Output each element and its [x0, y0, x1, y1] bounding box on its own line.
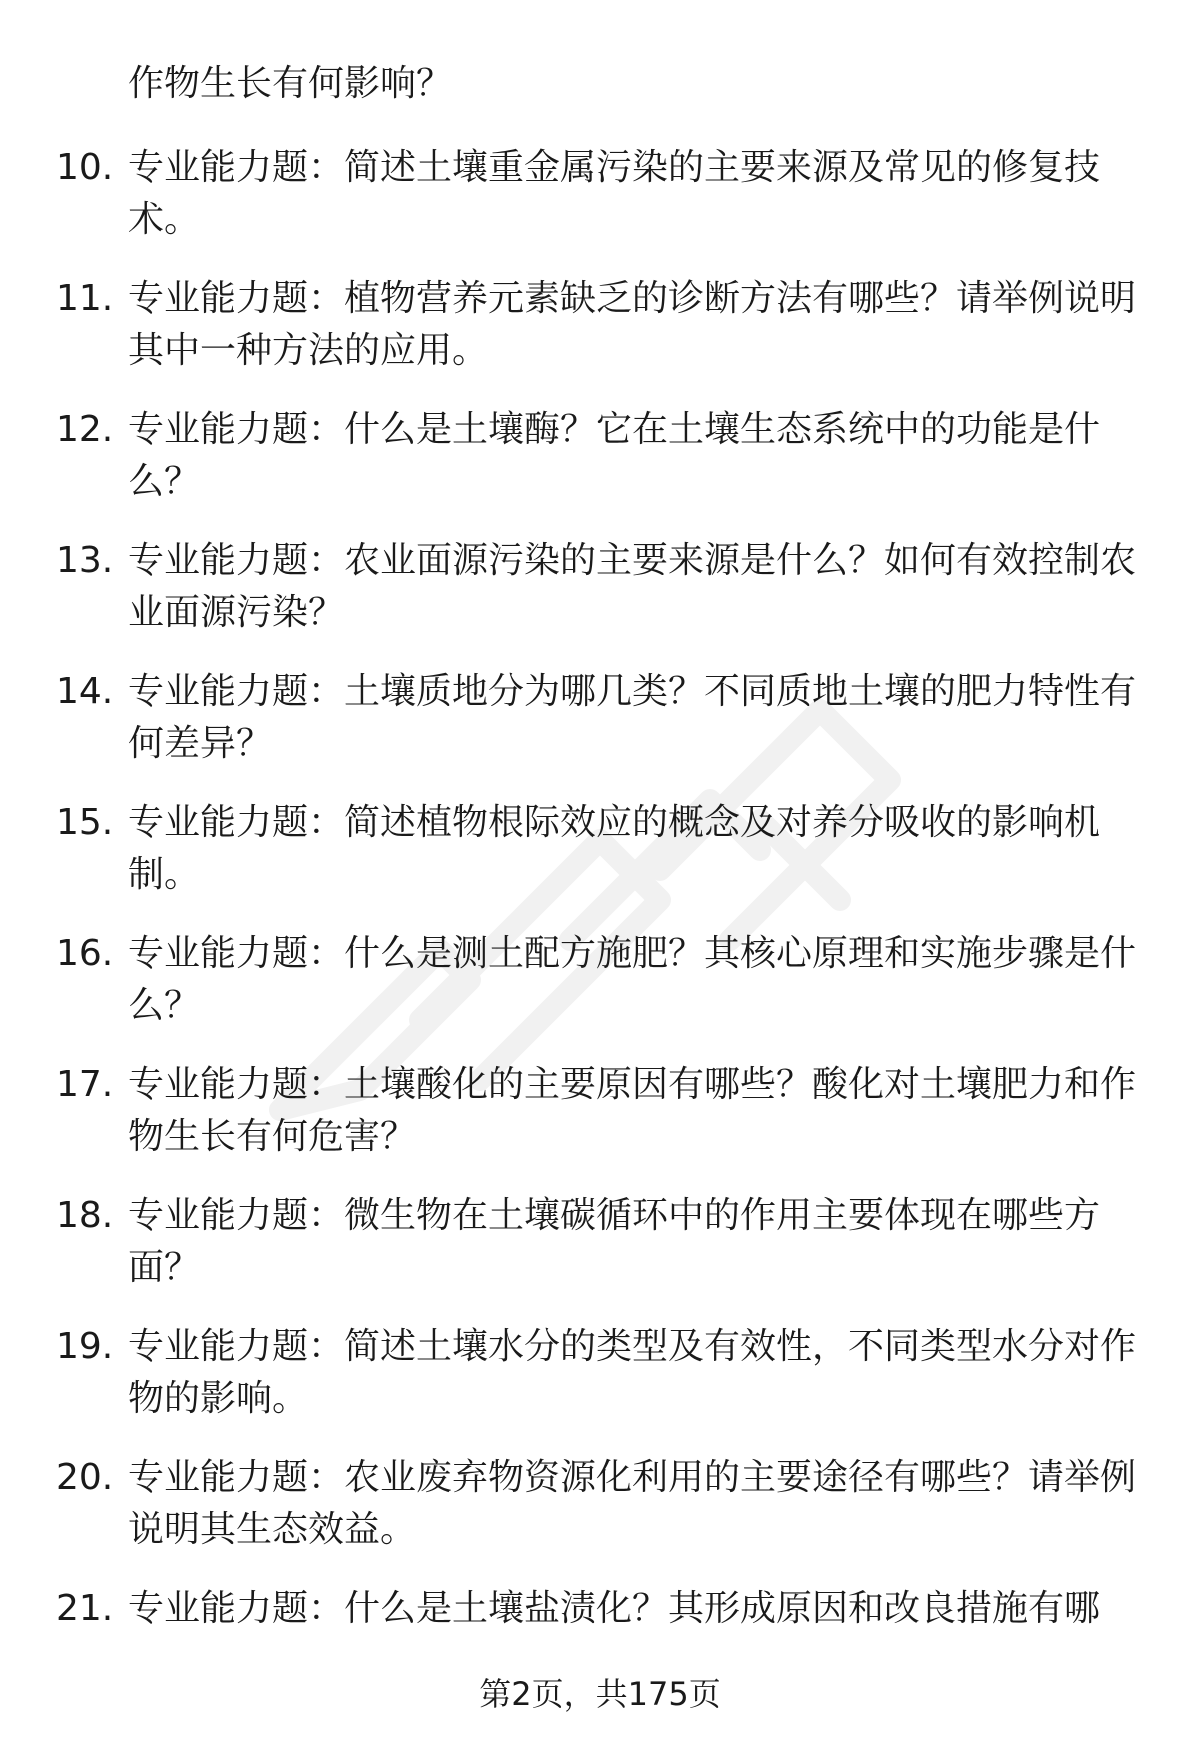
question-item: [0, 1190, 1200, 1321]
question-number: 18.: [56, 1195, 114, 1236]
question-number: 12.: [56, 409, 114, 450]
question-number: 20.: [56, 1457, 114, 1498]
question-number: 14.: [56, 671, 114, 712]
question-text: 专业能力题：简述土壤重金属污染的主要来源及常见的修复技术。: [128, 147, 1101, 240]
question-text: 专业能力题：土壤酸化的主要原因有哪些？酸化对土壤肥力和作物生长有何危害？: [128, 1064, 1137, 1157]
question-text: 专业能力题：简述植物根际效应的概念及对养分吸收的影响机制。: [128, 802, 1101, 895]
page-footer: 第2页，共175页: [479, 1675, 721, 1713]
question-text: 专业能力题：农业废弃物资源化利用的主要途径有哪些？请举例说明其生态效益。: [128, 1457, 1137, 1550]
question-item: [0, 928, 1200, 1059]
question-list: [0, 142, 1200, 1714]
question-text: 专业能力题：什么是土壤酶？它在土壤生态系统中的功能是什么？: [128, 409, 1101, 502]
question-item: [0, 404, 1200, 535]
question-text: 专业能力题：什么是土壤盐渍化？其形成原因和改良措施有哪: [128, 1588, 1101, 1629]
question-item: [0, 535, 1200, 666]
question-number: 11.: [56, 278, 114, 319]
question-text: 专业能力题：农业面源污染的主要来源是什么？如何有效控制农业面源污染？: [128, 540, 1137, 633]
question-number: 21.: [56, 1588, 114, 1629]
question-text: 专业能力题：土壤质地分为哪几类？不同质地土壤的肥力特性有何差异？: [128, 671, 1137, 764]
question-number: 10.: [56, 147, 114, 188]
question-item: [0, 1059, 1200, 1190]
question-text: 专业能力题：微生物在土壤碳循环中的作用主要体现在哪些方面？: [128, 1195, 1101, 1288]
question-number: 19.: [56, 1326, 114, 1367]
question-number: 16.: [56, 933, 114, 974]
question-item: [0, 1321, 1200, 1452]
question-item: [0, 797, 1200, 928]
question-item: [0, 142, 1200, 273]
question-text: 专业能力题：什么是测土配方施肥？其核心原理和实施步骤是什么？: [128, 933, 1137, 1026]
continued-question-text: 作物生长有何影响？: [128, 63, 453, 104]
question-number: 17.: [56, 1064, 114, 1105]
question-item: [0, 666, 1200, 797]
question-number: 15.: [56, 802, 114, 843]
question-item: [0, 1452, 1200, 1583]
question-number: 13.: [56, 540, 114, 581]
question-text: 专业能力题：植物营养元素缺乏的诊断方法有哪些？请举例说明其中一种方法的应用。: [128, 278, 1137, 371]
question-text: 专业能力题：简述土壤水分的类型及有效性，不同类型水分对作物的影响。: [128, 1326, 1137, 1419]
question-item: [0, 273, 1200, 404]
